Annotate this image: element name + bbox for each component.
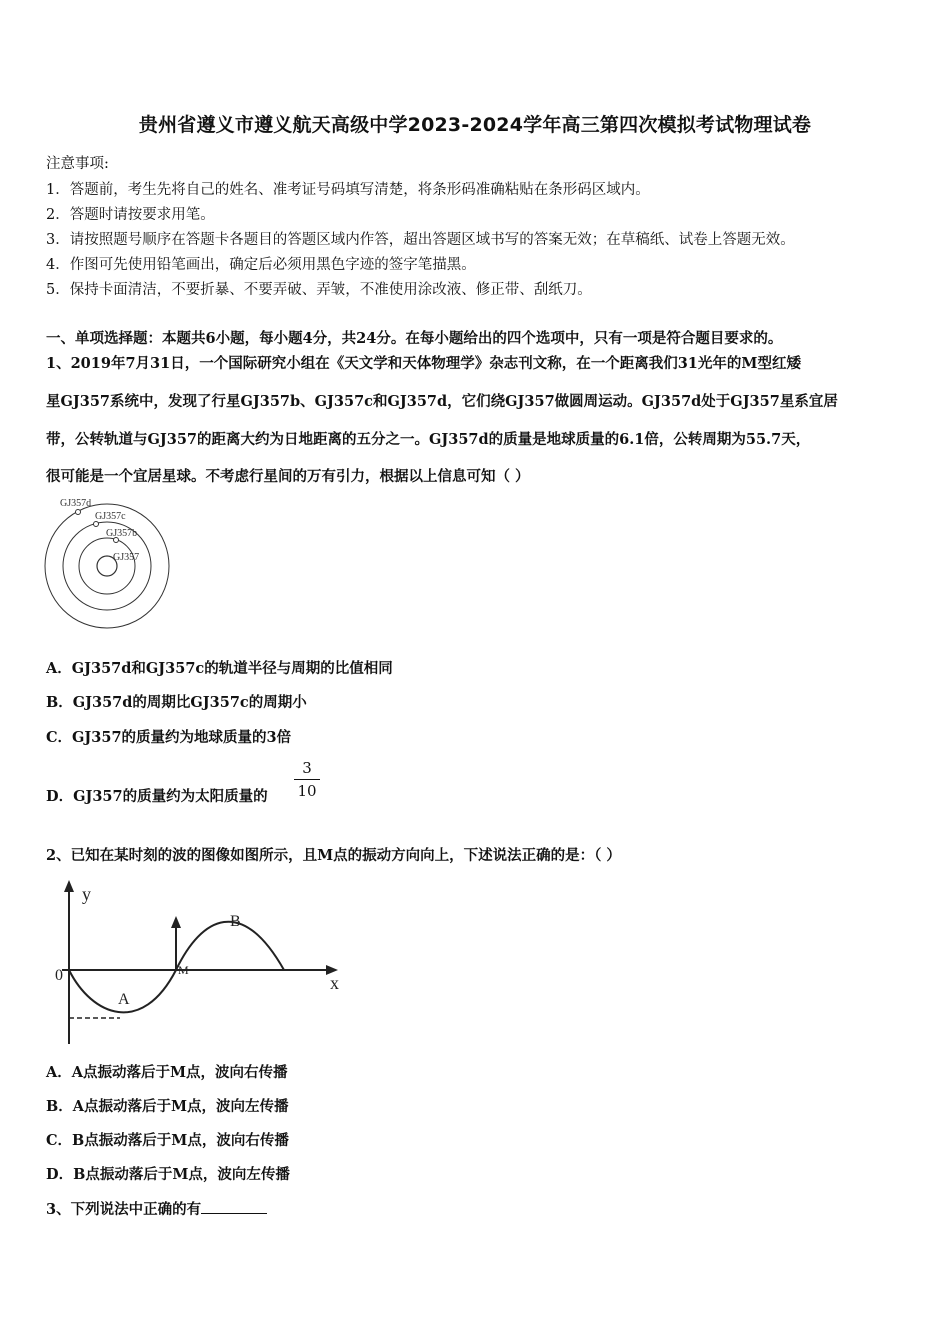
notice-item-1: 1．答题前，考生先将自己的姓名、准考证号码填写清楚，将条形码准确粘贴在条形码区域内。 bbox=[46, 182, 650, 198]
m-velocity-arrowhead bbox=[171, 916, 181, 928]
fraction-bar bbox=[294, 779, 320, 780]
q1-line-3: 带，公转轨道与GJ357的距离大约为日地距离的五分之一。GJ357d的质量是地球质量的6.1倍，公转周期为55.7天， bbox=[46, 431, 811, 448]
notice-item-3: 3．请按照题号顺序在答题卡各题目的答题区域内作答，超出答题区域书写的答案无效；在草稿纸、试卷上答题无效。 bbox=[46, 232, 795, 248]
label-gj357: GJ357 bbox=[113, 552, 140, 563]
label-x: x bbox=[330, 973, 339, 993]
orbit-diagram bbox=[40, 492, 180, 632]
label-gj357b: GJ357b bbox=[106, 528, 138, 539]
label-origin: 0 bbox=[55, 967, 63, 984]
wave-diagram bbox=[52, 876, 352, 1048]
label-b: B bbox=[230, 913, 241, 930]
q2-option-b: B．A点振动落后于M点，波向左传播 bbox=[46, 1098, 289, 1115]
q1-line-2: 星GJ357系统中，发现了行星GJ357b、GJ357c和GJ357d，它们绕GJ357做圆周运动。GJ357d处于GJ357星系宜居 bbox=[46, 393, 838, 410]
q1-option-b: B．GJ357d的周期比GJ357c的周期小 bbox=[46, 694, 307, 711]
orbit-gj357b bbox=[79, 538, 135, 594]
y-axis-arrow bbox=[64, 880, 74, 892]
q1-line-1: 1、2019年7月31日，一个国际研究小组在《天文学和天体物理学》杂志刊文称，在一个距离我们31光年的M型红矮 bbox=[46, 355, 801, 372]
q1-option-c: C．GJ357的质量约为地球质量的3倍 bbox=[46, 729, 292, 746]
notice-item-5: 5．保持卡面清洁，不要折暴、不要弄破、弄皱，不准使用涂改液、修正带、刮纸刀。 bbox=[46, 282, 592, 298]
q2-option-c: C．B点振动落后于M点，波向右传播 bbox=[46, 1132, 289, 1149]
q1-option-d: D．GJ357的质量约为太阳质量的 bbox=[46, 788, 268, 805]
label-gj357c: GJ357c bbox=[95, 511, 126, 522]
q2-option-d: D．B点振动落后于M点，波向左传播 bbox=[46, 1166, 290, 1183]
notice-item-2: 2．答题时请按要求用笔。 bbox=[46, 207, 215, 223]
section-heading: 一、单项选择题：本题共6小题，每小题4分，共24分。在每小题给出的四个选项中，只有一项是符合题目要求的。 bbox=[46, 330, 783, 347]
label-y: y bbox=[82, 884, 91, 904]
planet-gj357d bbox=[76, 510, 81, 515]
label-a: A bbox=[118, 991, 130, 1008]
label-m: M bbox=[178, 963, 189, 977]
q2-stem: 2、已知在某时刻的波的图像如图所示，且M点的振动方向向上，下述说法正确的是：（ ） bbox=[46, 847, 621, 864]
answer-blank bbox=[201, 1201, 267, 1214]
q1-option-d-fraction bbox=[294, 758, 320, 801]
orbit-gj357d bbox=[45, 504, 169, 628]
q1-option-a: A．GJ357d和GJ357c的轨道半径与周期的比值相同 bbox=[46, 660, 393, 677]
document-title: 贵州省遵义市遵义航天高级中学2023-2024学年高三第四次模拟考试物理试卷 bbox=[138, 114, 812, 136]
q1-line-4: 很可能是一个宜居星球。不考虑行星间的万有引力，根据以上信息可知（ ） bbox=[46, 468, 530, 485]
notice-header: 注意事项: bbox=[46, 156, 109, 172]
fraction-denominator: 10 bbox=[297, 782, 317, 800]
fraction-numerator: 3 bbox=[302, 759, 312, 777]
planet-gj357c bbox=[94, 522, 99, 527]
label-gj357d: GJ357d bbox=[60, 498, 92, 509]
q3-stem-text: 3、下列说法中正确的有 bbox=[46, 1201, 202, 1218]
notice-item-4: 4．作图可先使用铅笔画出，确定后必须用黑色字迹的签字笔描黑。 bbox=[46, 257, 476, 273]
q2-option-a: A．A点振动落后于M点，波向右传播 bbox=[46, 1064, 288, 1081]
q3-stem bbox=[46, 1198, 267, 1219]
